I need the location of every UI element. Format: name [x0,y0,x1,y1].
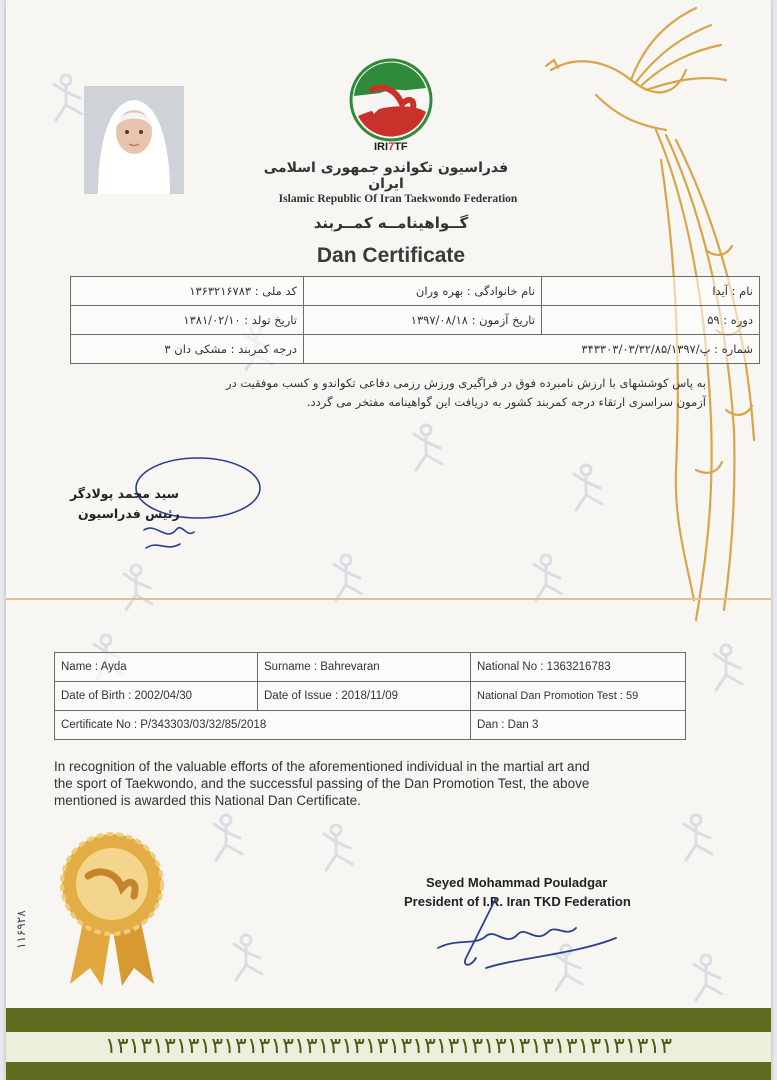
table-row [55,711,686,740]
bottom-decorative-band [6,1008,771,1080]
english-signatory-title: President of I.R. Iran TKD Federation [404,894,631,909]
en-date-of-birth: Date of Birth : 2002/04/30 [55,682,258,711]
student-photo [84,86,184,194]
fa-national-code: کد ملی : ۱۳۶۳۲۱۶۷۸۳ [71,277,304,306]
persian-paragraph [166,374,706,412]
en-promotion-test: National Dan Promotion Test : 59 [471,682,686,711]
band-pattern: ۱۳۱۳۱۳۱۳۱۳۱۳۱۳۱۳۱۳۱۳۱۳۱۳۱۳۱۳۱۳۱۳۱۳۱۳۱۳۱۳۱۳۱۳۱۳۱۳ [104,1034,673,1059]
federation-title-en: Islamic Republic Of Iran Taekwondo Federation [278,193,518,205]
persian-signatory-name: سید محمد پولادگر [70,486,179,501]
table-row [55,682,686,711]
english-paragraph-line: the sport of Taekwondo, and the successful passing of the Dan Promotion Test, the above [54,776,590,791]
english-paragraph-line: In recognition of the valuable efforts of the aforementioned individual in the martial art and [54,759,590,774]
fa-belt-degree: درجه کمربند : مشکی دان ۳ [71,335,304,364]
english-paragraph [54,758,694,809]
persian-details-table [70,276,760,364]
federation-title-fa: فدراسیون تکواندو جمهوری اسلامی ایران [263,160,509,192]
certificate-title-en: Dan Certificate [316,244,466,267]
section-divider [6,598,771,600]
logo-abbreviation: IRI7TF [374,141,408,153]
fa-first-name: نام : آیدا [542,277,760,306]
en-national-no: National No : 1363216783 [471,653,686,682]
gold-seal-icon [56,828,168,988]
table-row [71,277,760,306]
fa-exam-date: تاریخ آزمون : ۱۳۹۷/۰۸/۱۸ [304,306,542,335]
en-surname: Surname : Bahrevaran [258,653,471,682]
english-details-table [54,652,686,740]
english-signature-scribble-icon [426,888,626,978]
fa-certificate-number: شماره : پ/۳۴۳۳۰۳/۰۳/۳۲/۸۵/۱۳۹۷ [304,335,760,364]
persian-paragraph-line: به پاس کوششهای با ارزش نامبرده فوق در فراگیری ورزش رزمی دفاعی تکواندو و کسب موفقیت در [226,376,706,390]
table-row [71,306,760,335]
avatar [84,86,184,194]
table-row [55,653,686,682]
english-signatory-name: Seyed Mohammad Pouladgar [426,875,608,890]
en-dan: Dan : Dan 3 [471,711,686,740]
persian-signatory-title: رئیس فدراسیون [78,506,180,521]
fa-course: دوره : ۵۹ [542,306,760,335]
serial-number: ۱۱۶۹۲۸ [14,910,28,949]
certificate-title-fa: گــواهینامــه کمــربند [313,214,469,232]
fa-birth-date: تاریخ تولد : ۱۳۸۱/۰۲/۱۰ [71,306,304,335]
english-paragraph-line: mentioned is awarded this National Dan Certificate. [54,793,361,808]
federation-logo-icon [340,50,442,154]
en-date-of-issue: Date of Issue : 2018/11/09 [258,682,471,711]
en-certificate-no: Certificate No : P/343303/03/32/85/2018 [55,711,471,740]
table-row [71,335,760,364]
persian-paragraph-line: آزمون سراسری ارتقاء درجه کمربند کشور به دریافت این گواهینامه مفتخر می گردد. [306,395,706,409]
fa-surname: نام خانوادگی : بهره وران [304,277,542,306]
en-name: Name : Ayda [55,653,258,682]
certificate-page [6,0,771,1080]
